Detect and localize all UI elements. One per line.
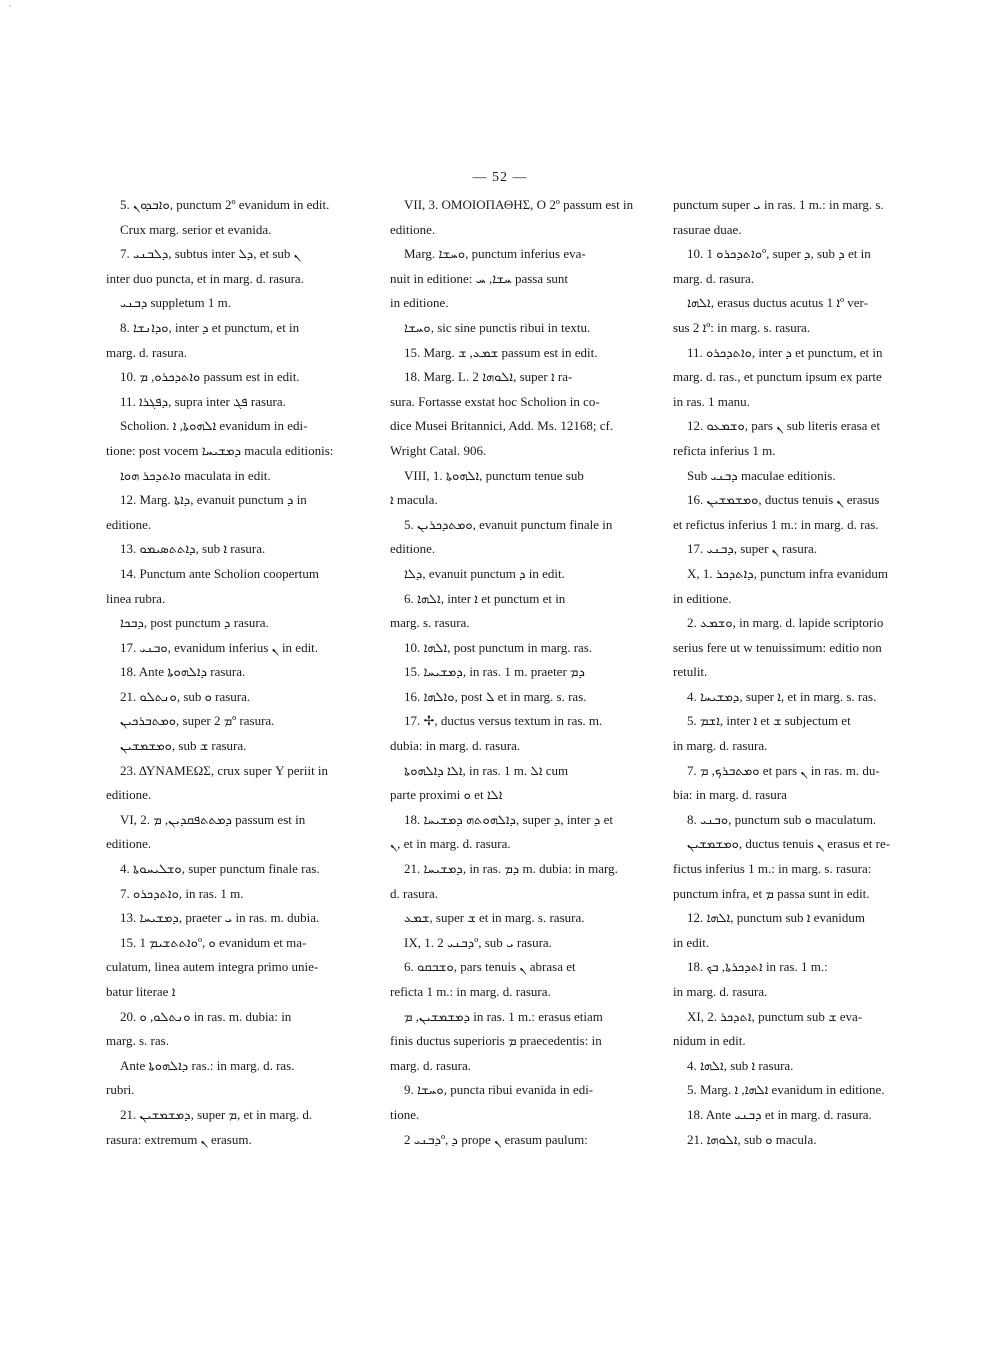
- text-line: 14. Punctum ante Scholion coopertum: [120, 565, 319, 581]
- text-line: rubri.: [106, 1082, 135, 1098]
- text-line: ܘܚܫܐ, sic sine punctis ribui in textu.: [404, 319, 591, 335]
- text-line: editione.: [106, 787, 152, 803]
- text-line: Marg. ܘܚܫܐ, punctum inferius eva-: [404, 246, 586, 262]
- column-left: [106, 193, 364, 1152]
- text-line: Scholion. ܐܠܗܘܬܐ, ܐ evanidum in edi-: [120, 418, 308, 434]
- text-line: Ante ܕܐܠܗܘܬܐ ras.: in marg. d. ras.: [120, 1057, 295, 1073]
- text-line: 12. Marg. ܕܐܬܐ, evanuit punctum ܕ in: [120, 492, 307, 508]
- text-line: retulit.: [673, 664, 708, 680]
- text-line: dubia: in marg. d. rasura.: [390, 738, 521, 754]
- text-line: serius fere ut w tenuissimum: editio non: [673, 639, 882, 655]
- text-line: 11. ܕܦܓܪܐ, supra inter ܦܓ rasura.: [120, 393, 286, 409]
- text-line: 4. ܐܠܗܐ, sub ܐ rasura.: [687, 1057, 794, 1073]
- text-line: rasurae duae.: [673, 221, 742, 237]
- text-line: 5. Marg. ܐܠܗܐ, ܐ evanidum in editione.: [687, 1082, 885, 1098]
- text-line: bia: in marg. d. rasura: [673, 787, 787, 803]
- text-line: in marg. d. rasura.: [673, 738, 768, 754]
- text-line: nidum in edit.: [673, 1033, 746, 1049]
- text-line: tione.: [390, 1106, 420, 1122]
- text-line: marg. s. ras.: [106, 1033, 169, 1049]
- text-line: marg. d. ras., et punctum ipsum ex parte: [673, 369, 882, 385]
- text-line: ܕܠܐ, evanuit punctum ܕ in edit.: [404, 565, 565, 581]
- text-line: 15. ܘܐܬܬܫܝܡ 1º, ܘ evanidum et ma-: [120, 934, 307, 950]
- column-middle: [390, 193, 648, 1152]
- text-line: ܐ macula.: [390, 492, 438, 508]
- text-line: nuit in editione: ܚܫܐ, ܚ passa sunt: [390, 270, 569, 286]
- text-line: et refictus inferius 1 m.: in marg. d. ras.: [673, 516, 879, 532]
- text-line: 4. ܕܡܫܝܚܐ, super ܐ, et in marg. s. ras.: [687, 688, 877, 704]
- text-line: 17. ܘܒܢܝ, evanidum inferius ܢ in edit.: [120, 639, 319, 655]
- text-line: ܫܡܥ, super ܫ et in marg. s. rasura.: [404, 910, 585, 926]
- text-line: ܢ, et in marg. d. rasura.: [390, 836, 511, 852]
- text-line: parte proximi ܘ et ܐܠܐ: [390, 787, 503, 803]
- text-line: in marg. d. rasura.: [673, 984, 768, 999]
- text-line: in ras. 1 manu.: [673, 393, 750, 409]
- text-line: 8. ܘܒܢܝ, punctum sub ܘ maculatum.: [687, 811, 877, 827]
- text-line: marg. d. rasura.: [106, 344, 187, 360]
- text-line: 6. ܐܠܗܐ, inter ܐ et punctum et in: [404, 590, 566, 606]
- text-line: 7. ܘܐܬܕܟܪܘ, in ras. 1 m.: [120, 885, 244, 901]
- text-line: 21. ܐܠܘܗܐ, sub ܘ macula.: [687, 1131, 817, 1147]
- text-line: X, 1. ܕܐܬܕܟܪ, punctum infra evanidum: [687, 565, 888, 581]
- text-line: 12. ܐܠܗܐ, punctum sub ܐ evanidum: [687, 910, 865, 926]
- text-line: 7. ܘܡܬܒܪܟ, ܡ et pars ܢ in ras. m. du-: [687, 762, 880, 778]
- text-line: editione.: [106, 516, 152, 532]
- text-line: 10. ܐܠܗܐ, post punctum in marg. ras.: [404, 639, 593, 655]
- text-line: ܕܒܢܝ 2º, ܕ prope ܢ erasum paulum:: [404, 1131, 588, 1147]
- text-line: IX, 1. ܕܒܢܝ 2º, sub ܝ rasura.: [404, 934, 552, 950]
- text-line: 2. ܘܫܡܥ, in marg. d. lapide scriptorio: [687, 615, 884, 631]
- text-line: 8. ܘܕܐܢܫܐ, inter ܕ et punctum, et in: [120, 319, 300, 335]
- text-line: 17. ✢, ductus versus textum in ras. m.: [404, 713, 603, 729]
- text-line: editione.: [390, 221, 436, 237]
- page-number: — 52 —: [472, 170, 528, 185]
- text-line: 18. ܐܬܕܟܪܬܐ, ܒܟ in ras. 1 m.:: [687, 959, 828, 975]
- text-line: 15. ܕܡܫܝܚܐ, in ras. 1 m. praeter ܕܡ: [404, 664, 585, 680]
- text-line: in edit.: [673, 934, 710, 950]
- text-line: 10. ܘܐܬܕܟܪܘ 1º, super ܕ, sub ܕ et in: [687, 246, 871, 262]
- text-line: 18. Marg. L. 2 ܐܠܘܗܐ, super ܐ ra-: [404, 369, 573, 385]
- text-line: 13. ܕܡܫܝܚܐ, praeter ܝ in ras. m. dubia.: [120, 910, 320, 926]
- text-line: VII, 3. ΟΜΟΙΟΠΑΘΗΣ, Ο 2º passum est in: [404, 197, 634, 212]
- text-line: reficta 1 m.: in marg. d. rasura.: [390, 984, 551, 999]
- text-line: in editione.: [390, 295, 449, 311]
- text-line: rasura: extremum ܢ erasum.: [106, 1131, 252, 1147]
- text-line: editione.: [106, 836, 152, 852]
- text-line: 5. ܘܡܬܕܟܪܝܢ, evanuit punctum finale in: [404, 516, 613, 532]
- text-line: Wright Catal. 906.: [390, 442, 487, 458]
- text-line: 18. Ante ܕܐܠܗܘܬܐ rasura.: [120, 664, 246, 680]
- text-line: dice Musei Britannici, Add. Ms. 12168; cf.: [390, 418, 614, 434]
- text-line: Crux marg. serior et evanida.: [120, 221, 272, 237]
- text-line: 5. ܘܐܒܕܘܢ, punctum 2º evanidum in edit.: [120, 197, 330, 212]
- text-line: 13. ܕܐܬܬܣܝܡܘ, sub ܐ rasura.: [120, 541, 266, 557]
- text-line: ܐܠܐ ܕܐܠܗܘܬܐ, in ras. 1 m. ܐܠ cum: [404, 762, 569, 778]
- text-line: 20. ܘܢܬܠܘ, ܘ in ras. m. dubia: in: [120, 1008, 292, 1024]
- text-line: linea rubra.: [106, 590, 166, 606]
- text-line: marg. d. rasura.: [390, 1057, 471, 1073]
- text-line: 17. ܕܒܢܝ, super ܢ rasura.: [687, 541, 818, 557]
- text-line: 16. ܘܡܫܡܫܝܢ, ductus tenuis ܢ erasus: [687, 492, 880, 508]
- text-line: 23. ΔΥΝΑΜΕΩΣ, crux super Υ periit in: [120, 762, 329, 778]
- text-line: 4. ܘܫܠܝܚܘܬܐ, super punctum finale ras.: [120, 861, 320, 877]
- text-line: ܘܐܬܕܟܪ ܗܘܐ maculata in edit.: [120, 467, 271, 483]
- text-line: batur literae ܐ: [106, 984, 176, 999]
- text-line: reficta inferius 1 m.: [673, 442, 776, 458]
- text-line: sura. Fortasse exstat hoc Scholion in co-: [390, 393, 600, 409]
- text-line: punctum infra, et ܡ passa sunt in edit.: [673, 885, 870, 901]
- text-line: culatum, linea autem integra primo unie-: [106, 959, 319, 975]
- text-line: tione: post vocem ܕܡܫܝܚܐ macula editionis:: [106, 442, 334, 458]
- text-line: 21. ܘܢܬܠܘ, sub ܘ rasura.: [120, 688, 251, 704]
- text-line: marg. d. rasura.: [673, 270, 754, 286]
- text-line: 10. ܘܐܬܕܟܪܘ, ܡ passum est in edit.: [120, 369, 300, 385]
- text-line: inter duo puncta, et in marg. d. rasura.: [106, 270, 304, 286]
- text-line: 21. ܕܡܫܡܫܝܢ, super ܡ, et in marg. d.: [120, 1106, 313, 1122]
- corner-mark: ˙: [8, 2, 12, 16]
- text-line: 18. ܕܐܠܗܘܬܗ ܕܡܫܝܚܐ, super ܕ, inter ܕ et: [404, 811, 613, 827]
- text-line: VI, 2. ܕܡܬܬܦܩܕܝܢ, ܡ passum est in: [120, 811, 306, 827]
- text-line: d. rasura.: [390, 885, 439, 901]
- text-line: in editione.: [673, 590, 732, 606]
- text-line: 15. Marg. ܫܡܥ, ܫ passum est in edit.: [404, 344, 598, 360]
- text-line: 7. ܕܠܒܢܝ, subtus inter ܕܠ, et sub ܢ: [120, 246, 301, 262]
- text-line: VIII, 1. ܐܠܗܘܬܐ, punctum tenue sub: [404, 467, 584, 483]
- text-line: 5. ܐܫܡ, inter ܐ et ܫ subjectum et: [687, 713, 851, 729]
- text-line: 16. ܘܐܠܗܐ, post ܠ et in marg. s. ras.: [404, 688, 587, 704]
- text-line: 6. ܘܫܒܩܘ, pars tenuis ܢ abrasa et: [404, 959, 576, 975]
- text-line: ܕܒܟܐ, post punctum ܕ rasura.: [120, 615, 269, 631]
- text-line: marg. s. rasura.: [390, 615, 470, 631]
- text-line: ܘܡܫܡܫܝܢ, sub ܫ rasura.: [120, 738, 247, 754]
- text-line: Sub ܕܒܢܝ maculae editionis.: [687, 467, 836, 483]
- text-line: ܘܡܫܡܫܝܢ, ductus tenuis ܢ erasus et re-: [687, 836, 891, 852]
- text-line: ܕܒܢܝ suppletum 1 m.: [120, 295, 232, 311]
- text-line: 18. Ante ܕܒܢܝ et in marg. d. rasura.: [687, 1106, 872, 1122]
- text-line: editione.: [390, 541, 436, 557]
- text-line: 21. ܕܡܫܝܚܐ, in ras. ܕܡ m. dubia: in marg.: [404, 861, 618, 877]
- text-line: ܕܡܫܡܫܝܢ, ܡ in ras. 1 m.: erasus etiam: [404, 1008, 603, 1024]
- text-line: 11. ܘܐܬܕܟܪܘ, inter ܕ et punctum, et in: [687, 344, 883, 360]
- text-line: 9. ܘܚܫܐ, puncta ribui evanida in edi-: [404, 1082, 594, 1098]
- column-right: [673, 193, 930, 1152]
- text-line: ܐܠܗܐ, erasus ductus acutus ܐ 1º ver-: [687, 295, 868, 311]
- text-line: punctum super ܝ in ras. 1 m.: in marg. s.: [673, 197, 884, 212]
- text-line: XI, 2. ܐܬܕܟܪ, punctum sub ܫ eva-: [687, 1008, 863, 1024]
- text-line: sus ܐ 2º: in marg. s. rasura.: [673, 319, 811, 335]
- text-line: finis ductus superioris ܡ praecedentis: in: [390, 1033, 602, 1049]
- text-line: 12. ܘܫܡܥܘ, pars ܢ sub literis erasa et: [687, 418, 881, 434]
- text-line: fictus inferius 1 m.: in marg. s. rasura:: [673, 861, 872, 877]
- text-line: ܘܡܬܒܪܟܝܢ, super ܡ 2º rasura.: [120, 713, 275, 729]
